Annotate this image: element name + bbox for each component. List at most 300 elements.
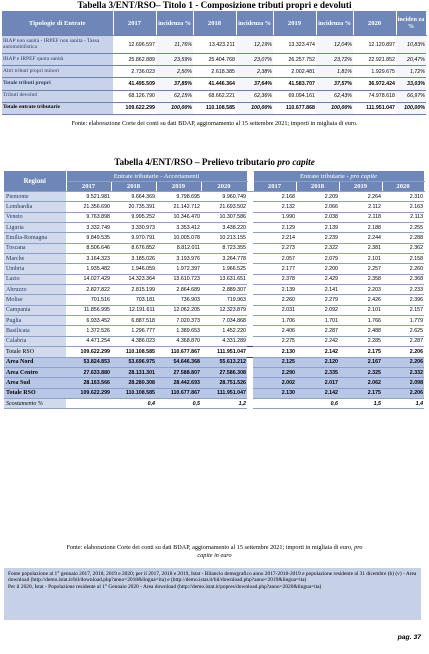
header-cell: inciden za % — [396, 11, 426, 36]
value-cell: 3.330.973 — [111, 223, 156, 233]
per-capita-cell: 2.242 — [296, 336, 339, 346]
value-cell: 9.763.898 — [66, 212, 111, 222]
row-label: IRAP e IRPEF quota sanità — [2, 54, 113, 66]
value-cell: 41.583.707 — [273, 78, 316, 90]
value-cell: 9.849.535 — [66, 233, 111, 243]
per-capita-cell: 2.332 — [382, 367, 424, 377]
row-label: Liguria — [4, 223, 66, 233]
table-row — [4, 388, 424, 398]
value-cell: 109.622.299 — [113, 102, 156, 114]
per-capita-cell: 2.368 — [382, 274, 424, 284]
per-capita-cell: 2.175 — [339, 347, 382, 357]
value-cell: 0,4 — [111, 398, 156, 408]
value-cell: 10.307.586 — [201, 212, 247, 222]
value-cell: 10.213.155 — [201, 233, 247, 243]
per-capita-cell: 2.130 — [253, 388, 296, 398]
value-cell: 719.963 — [201, 295, 247, 305]
per-capita-cell: 2.285 — [339, 336, 382, 346]
header-cell: 2020 — [353, 11, 396, 36]
percent-cell: 23,07% — [236, 54, 273, 66]
value-cell: 21.356.690 — [66, 202, 111, 212]
value-cell: 1.372.526 — [66, 326, 111, 336]
value-cell: 55.613.212 — [201, 357, 247, 367]
table3-title: Tabella 3/ENT/RSO– Titolo 1 - Composizione tributi propri e devoluti — [77, 0, 352, 10]
value-cell: 3.193.976 — [156, 254, 201, 264]
per-capita-cell: 2.101 — [339, 305, 382, 315]
table3 — [2, 11, 427, 115]
value-cell: 36.972.424 — [353, 78, 396, 90]
per-capita-cell: 1.701 — [296, 316, 339, 326]
per-capita-cell: 1.766 — [339, 316, 382, 326]
percent-cell: 100,00% — [156, 102, 193, 114]
per-capita-cell: 2.429 — [296, 274, 339, 284]
value-cell: 13.610.723 — [156, 274, 201, 284]
year-cell: 2018 — [296, 182, 339, 192]
per-capita-cell: 2.255 — [382, 223, 424, 233]
per-capita-cell: 2.264 — [339, 192, 382, 202]
percent-cell: 2,38% — [236, 66, 273, 78]
table-row — [4, 192, 424, 202]
per-capita-cell: 2.257 — [339, 264, 382, 274]
year-cell: 2020 — [201, 182, 247, 192]
table-row — [4, 347, 424, 357]
value-cell: 8.723.355 — [201, 243, 247, 253]
per-capita-cell: 2.120 — [296, 357, 339, 367]
value-cell: 68.662.221 — [193, 90, 236, 102]
per-capita-cell: 2.142 — [296, 347, 339, 357]
percent-cell: 37,57% — [316, 78, 353, 90]
value-cell: 41.495.509 — [113, 78, 156, 90]
per-capita-cell: 2.273 — [253, 243, 296, 253]
value-cell: 736.903 — [156, 295, 201, 305]
percent-cell: 11,76% — [156, 36, 193, 54]
per-capita-cell: 2.132 — [253, 202, 296, 212]
value-cell: 74.978.618 — [353, 90, 396, 102]
per-capita-cell: 2.112 — [339, 202, 382, 212]
value-cell: 28.442.693 — [156, 378, 201, 388]
table-row — [4, 233, 424, 243]
value-cell: 12.062.205 — [156, 305, 201, 315]
value-cell: 53.824.853 — [66, 357, 111, 367]
table-row — [4, 336, 424, 346]
value-cell: 2.002.481 — [273, 66, 316, 78]
table-row — [2, 66, 426, 78]
value-cell: 110.677.867 — [156, 388, 201, 398]
value-cell: 53.696.975 — [111, 357, 156, 367]
value-cell: 13.423.211 — [193, 36, 236, 54]
value-cell: 68.126.790 — [113, 90, 156, 102]
per-capita-cell: 2.175 — [339, 388, 382, 398]
value-cell: 12.120.897 — [353, 36, 396, 54]
per-capita-cell: 2.113 — [382, 212, 424, 222]
per-capita-cell: 2.057 — [253, 254, 296, 264]
value-cell: 2.864.689 — [156, 285, 201, 295]
per-capita-cell: 1.990 — [253, 212, 296, 222]
year-cell: 2017 — [66, 182, 111, 192]
value-cell: 21.693.502 — [201, 202, 247, 212]
value-cell: 54.646.368 — [156, 357, 201, 367]
header-pro-capite — [253, 171, 424, 182]
header-cell: 2018 — [193, 11, 236, 36]
per-capita-cell: 1,4 — [382, 398, 424, 408]
percent-cell: 62,36% — [236, 90, 273, 102]
percent-cell: 23,72% — [316, 54, 353, 66]
value-cell: 11.856.995 — [66, 305, 111, 315]
percent-cell: 1,72% — [396, 66, 426, 78]
value-cell: 12.323.879 — [201, 305, 247, 315]
year-cell: 2018 — [111, 182, 156, 192]
value-cell: 1.296.777 — [111, 326, 156, 336]
value-cell: 1.452.220 — [201, 326, 247, 336]
table4-note-line2: capite in euro — [197, 552, 232, 559]
header-cell: incidenza % — [316, 11, 353, 36]
per-capita-cell: 1.706 — [253, 316, 296, 326]
table4 — [4, 171, 425, 409]
value-cell: 12.191.611 — [111, 305, 156, 315]
table-row — [4, 254, 424, 264]
per-capita-cell: 2.406 — [253, 326, 296, 336]
header-cell: incidenza % — [236, 11, 273, 36]
per-capita-cell: 2.322 — [296, 243, 339, 253]
percent-cell: 33,03% — [396, 78, 426, 90]
value-cell: 1.972.397 — [156, 264, 201, 274]
percent-cell: 100,00% — [316, 102, 353, 114]
value-cell: 0,5 — [156, 398, 201, 408]
value-cell: 4.386.023 — [111, 336, 156, 346]
value-cell: 14.027.429 — [66, 274, 111, 284]
per-capita-cell: 2.244 — [339, 233, 382, 243]
value-cell: 3.353.412 — [156, 223, 201, 233]
header-cell: Tipologie di Entrate — [2, 11, 113, 36]
row-label: Veneto — [4, 212, 66, 222]
per-capita-cell: 2.139 — [296, 223, 339, 233]
percent-cell: 37,64% — [236, 78, 273, 90]
value-cell: 3.332.749 — [66, 223, 111, 233]
table3-source-note: Fonte: elaborazione Corte dei conti su dati BDAP, aggiornamento al 15 settembre 2021; importi in migliaia di euro. — [71, 120, 358, 127]
row-label: Totale RSO — [4, 388, 66, 398]
row-label: Totale entrate tributarie — [2, 102, 113, 114]
value-cell: 4.368.870 — [156, 336, 201, 346]
value-cell: 111.951.047 — [201, 347, 247, 357]
per-capita-cell: 2.002 — [253, 378, 296, 388]
table4-source-note — [6, 544, 423, 560]
header-cell: 2017 — [113, 11, 156, 36]
table4-body — [4, 192, 424, 409]
per-capita-cell: 1.779 — [382, 316, 424, 326]
table4-group-header — [4, 171, 424, 182]
row-label: Toscana — [4, 243, 66, 253]
per-capita-cell: 2.139 — [253, 285, 296, 295]
per-capita-cell: 2.206 — [382, 388, 424, 398]
value-cell: 7.020.373 — [156, 316, 201, 326]
value-cell: 6.887.518 — [111, 316, 156, 326]
value-cell: 9.960.749 — [201, 192, 247, 202]
header-pro-capite-italic: pro capite — [350, 172, 378, 180]
value-cell: 110.108.585 — [193, 102, 236, 114]
population-source-text: Fonte popolazione al 1° gennaio 2017, 2018, 2019 e 2020; per il 2017, 2018 e 2019, Istat - Bilancio demografico anno 2017-2018-2019 e popolazione residente al 31 dicembre (b) (v) - Area download (http://demo.istat.it/bil/download.php?anno=2018&lingua=ita) e (http://demo.istat.it/bil/download.php?anno=2019&lingua=ita) — [8, 571, 417, 584]
percent-cell: 66,97% — [396, 90, 426, 102]
percent-cell: 2,50% — [156, 66, 193, 78]
per-capita-cell: 2.066 — [296, 202, 339, 212]
value-cell: 20.735.391 — [111, 202, 156, 212]
header-cell: 2019 — [273, 11, 316, 36]
value-cell: 111.951.047 — [201, 388, 247, 398]
table-row — [2, 54, 426, 66]
value-cell: 2.827.822 — [66, 285, 111, 295]
year-cell: 2020 — [382, 182, 424, 192]
per-capita-cell: 2.214 — [253, 233, 296, 243]
per-capita-cell: 1,5 — [339, 398, 382, 408]
table4-title-main: Tabella 4/ENT/RSO – Prelievo tributario — [114, 157, 278, 167]
row-label: Umbria — [4, 264, 66, 274]
row-label: Altri tributi propri minori — [2, 66, 113, 78]
per-capita-cell: 2.233 — [382, 285, 424, 295]
value-cell: 1.966.525 — [201, 264, 247, 274]
table4-note-text: Fonte: elaborazione Corte dei conti su dati BDAP, aggiornamento al 15 settembre 2021; importi in migliaia di euro, — [66, 544, 355, 551]
per-capita-cell: 2.079 — [296, 254, 339, 264]
value-cell: 4.471.254 — [66, 336, 111, 346]
table-row — [4, 274, 424, 284]
value-cell: 701.516 — [66, 295, 111, 305]
percent-cell: 1,81% — [316, 66, 353, 78]
per-capita-cell: 2.163 — [382, 202, 424, 212]
table-row-total — [2, 102, 426, 114]
table3-header-row — [2, 11, 426, 36]
population-source-box — [4, 568, 421, 620]
per-capita-cell: 2.362 — [382, 243, 424, 253]
table-row — [4, 295, 424, 305]
per-capita-cell: 2.098 — [382, 378, 424, 388]
value-cell: 4.331.289 — [201, 336, 247, 346]
per-capita-cell: 2.142 — [296, 388, 339, 398]
row-label: Lombardia — [4, 202, 66, 212]
per-capita-cell: 2.130 — [253, 347, 296, 357]
year-cell: 2017 — [253, 182, 296, 192]
table4-title — [0, 157, 429, 167]
value-cell: 6.933.452 — [66, 316, 111, 326]
row-label: Campania — [4, 305, 66, 315]
value-cell: 109.622.299 — [66, 388, 111, 398]
value-cell: 12.696.597 — [113, 36, 156, 54]
percent-cell: 10,83% — [396, 36, 426, 54]
row-label: Totale tributi propri — [2, 78, 113, 90]
table4-note-italic: pro — [354, 544, 363, 551]
percent-cell: 12,04% — [316, 36, 353, 54]
header-regioni: Regioni — [4, 171, 66, 192]
value-cell: 9.970.791 — [111, 233, 156, 243]
value-cell: 13.631.651 — [201, 274, 247, 284]
per-capita-cell: 2.426 — [339, 295, 382, 305]
per-capita-cell: 2.141 — [296, 285, 339, 295]
value-cell: 2.815.199 — [111, 285, 156, 295]
per-capita-cell: 2.275 — [253, 336, 296, 346]
table4-year-header — [4, 182, 424, 192]
row-label: Emilia-Romagna — [4, 233, 66, 243]
value-cell: 1.929.675 — [353, 66, 396, 78]
per-capita-cell: 2.310 — [382, 192, 424, 202]
table-row — [4, 305, 424, 315]
per-capita-cell: 2.101 — [339, 254, 382, 264]
value-cell: 28.131.301 — [111, 367, 156, 377]
value-cell: 3.438.220 — [201, 223, 247, 233]
value-cell: 25.862.889 — [113, 54, 156, 66]
per-capita-cell: 2.209 — [296, 192, 339, 202]
value-cell: 27.588.807 — [156, 367, 201, 377]
per-capita-cell: 2.378 — [253, 274, 296, 284]
per-capita-cell: 2.157 — [382, 305, 424, 315]
value-cell: 25.404.768 — [193, 54, 236, 66]
per-capita-cell: 2.031 — [253, 305, 296, 315]
row-label: Totale RSO — [4, 347, 66, 357]
value-cell: 3.185.026 — [111, 254, 156, 264]
value-cell: 3.164.323 — [66, 254, 111, 264]
table-row — [4, 202, 424, 212]
row-label: Puglia — [4, 316, 66, 326]
per-capita-cell: 2.625 — [382, 326, 424, 336]
per-capita-cell: 2.129 — [253, 223, 296, 233]
per-capita-cell: 2.167 — [339, 357, 382, 367]
row-label: Piemonte — [4, 192, 66, 202]
value-cell: 14.323.364 — [111, 274, 156, 284]
per-capita-cell: 2.260 — [253, 295, 296, 305]
per-capita-cell: 2.325 — [339, 367, 382, 377]
per-capita-cell: 2.288 — [382, 233, 424, 243]
per-capita-cell: 2.125 — [253, 357, 296, 367]
value-cell: 703.181 — [111, 295, 156, 305]
per-capita-cell — [253, 398, 296, 408]
row-label: Calabria — [4, 336, 66, 346]
value-cell: 1.389.653 — [156, 326, 201, 336]
per-capita-cell: 2.206 — [382, 357, 424, 367]
value-cell: 1.946.059 — [111, 264, 156, 274]
value-cell: 8.506.646 — [66, 243, 111, 253]
table-row — [4, 264, 424, 274]
per-capita-cell: 2.279 — [296, 295, 339, 305]
value-cell: 2.889.307 — [201, 285, 247, 295]
row-label: Molise — [4, 295, 66, 305]
per-capita-cell: 2.158 — [382, 254, 424, 264]
percent-cell: 62,15% — [156, 90, 193, 102]
year-cell: 2019 — [156, 182, 201, 192]
row-label: Lazio — [4, 274, 66, 284]
table-row — [4, 398, 424, 408]
value-cell: 26.257.752 — [273, 54, 316, 66]
value-cell: 110.677.868 — [273, 102, 316, 114]
table-row — [4, 316, 424, 326]
value-cell: 110.108.585 — [111, 388, 156, 398]
value-cell: 2.736.023 — [113, 66, 156, 78]
value-cell: 9.664.369 — [111, 192, 156, 202]
value-cell — [66, 398, 111, 408]
table-row — [2, 36, 426, 54]
table-row — [4, 212, 424, 222]
value-cell: 9.521.981 — [66, 192, 111, 202]
per-capita-cell: 2.396 — [382, 295, 424, 305]
per-capita-cell: 2.188 — [339, 223, 382, 233]
value-cell: 9.798.695 — [156, 192, 201, 202]
header-pro-capite-plain: Entrate tributarie - — [300, 172, 351, 180]
value-cell: 28.163.566 — [66, 378, 111, 388]
table-row — [4, 367, 424, 377]
per-capita-cell: 2.381 — [339, 243, 382, 253]
value-cell: 10.346.470 — [156, 212, 201, 222]
value-cell: 27.586.308 — [201, 367, 247, 377]
table4-title-italic: pro capite — [277, 157, 315, 167]
row-label: Basilicata — [4, 326, 66, 336]
value-cell: 8.676.852 — [111, 243, 156, 253]
per-capita-cell: 2.200 — [296, 264, 339, 274]
page-number: pag. 37 — [397, 634, 421, 641]
value-cell: 28.751.526 — [201, 378, 247, 388]
value-cell: 28.280.308 — [111, 378, 156, 388]
table-row — [4, 243, 424, 253]
year-cell: 2019 — [339, 182, 382, 192]
percent-cell: 100,00% — [236, 102, 273, 114]
table-row — [4, 357, 424, 367]
value-cell: 10.005.078 — [156, 233, 201, 243]
value-cell: 3.264.778 — [201, 254, 247, 264]
per-capita-cell: 2.260 — [382, 264, 424, 274]
row-label: IRAP non sanità - IRPEF non sanità - Tassa automobilistica — [2, 36, 113, 54]
row-label: Area Nord — [4, 357, 66, 367]
value-cell: 13.323.474 — [273, 36, 316, 54]
header-cell: incidenza % — [156, 11, 193, 36]
per-capita-cell: 0,6 — [296, 398, 339, 408]
value-cell: 1,2 — [201, 398, 247, 408]
row-label: Area Centro — [4, 367, 66, 377]
value-cell: 110.108.585 — [111, 347, 156, 357]
percent-cell: 12,19% — [236, 36, 273, 54]
percent-cell: 37,85% — [156, 78, 193, 90]
per-capita-cell: 2.062 — [339, 378, 382, 388]
value-cell: 41.446.364 — [193, 78, 236, 90]
table-row — [2, 78, 426, 90]
per-capita-cell: 2.358 — [339, 274, 382, 284]
row-label: Marche — [4, 254, 66, 264]
per-capita-cell: 2.290 — [253, 367, 296, 377]
per-capita-cell: 2.206 — [382, 347, 424, 357]
per-capita-cell: 2.118 — [339, 212, 382, 222]
per-capita-cell: 2.239 — [296, 233, 339, 243]
per-capita-cell: 2.335 — [296, 367, 339, 377]
per-capita-cell: 2.287 — [296, 326, 339, 336]
per-capita-cell: 2.177 — [253, 264, 296, 274]
value-cell: 111.951.047 — [353, 102, 396, 114]
per-capita-cell: 2.168 — [253, 192, 296, 202]
value-cell: 8.812.011 — [156, 243, 201, 253]
per-capita-cell: 2.203 — [339, 285, 382, 295]
value-cell: 109.622.299 — [66, 347, 111, 357]
table-row — [4, 285, 424, 295]
population-source-text-2020: Per il 2020, Istat - Popolazione residente al 1° Gennaio 2020 - Area download (http://demo.istat.it/popres/download.php?anno=2020&lingua=ita) — [8, 583, 322, 590]
percent-cell: 100,00% — [396, 102, 426, 114]
percent-cell: 23,59% — [156, 54, 193, 66]
table-row — [4, 378, 424, 388]
percent-cell: 62,43% — [316, 90, 353, 102]
value-cell: 21.142.712 — [156, 202, 201, 212]
row-label: Scostamento % — [4, 398, 66, 408]
row-label: Tributi devoluti — [2, 90, 113, 102]
value-cell: 9.995.252 — [111, 212, 156, 222]
percent-cell: 20,47% — [396, 54, 426, 66]
value-cell: 7.034.868 — [201, 316, 247, 326]
value-cell: 27.633.880 — [66, 367, 111, 377]
table-row — [4, 223, 424, 233]
per-capita-cell: 2.038 — [296, 212, 339, 222]
table-row — [2, 90, 426, 102]
per-capita-cell: 2.092 — [296, 305, 339, 315]
per-capita-cell: 2.488 — [339, 326, 382, 336]
